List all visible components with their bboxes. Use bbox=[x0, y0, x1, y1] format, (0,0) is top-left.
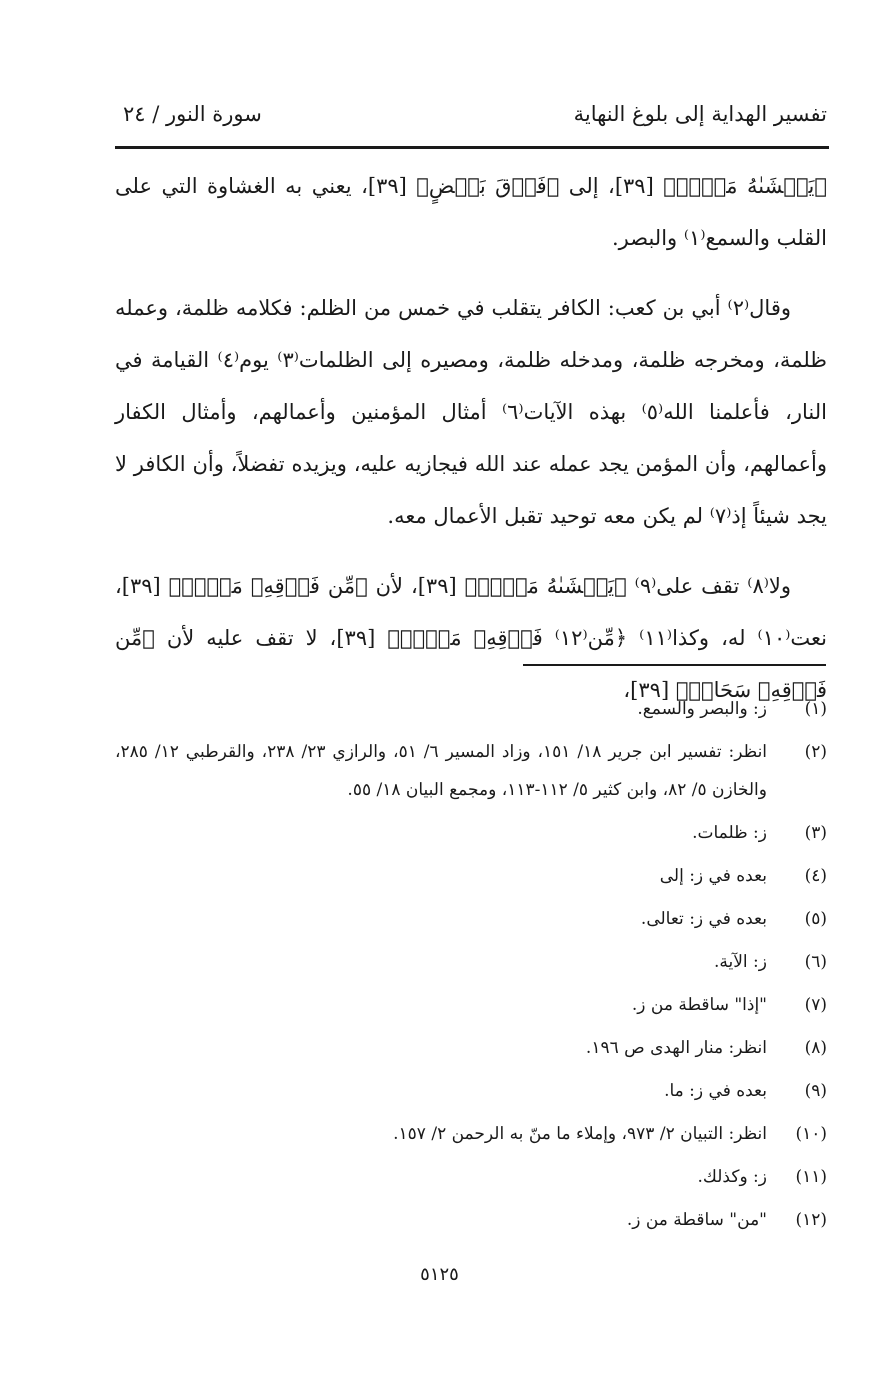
footnote-number: (٥) bbox=[804, 909, 827, 929]
footnote-number: (٧) bbox=[804, 995, 827, 1015]
footnote-text: ز: الآية. bbox=[713, 952, 767, 972]
footnote-text: بعده في ز: ما. bbox=[664, 1081, 767, 1101]
footnote-text: ز: وكذلك. bbox=[697, 1167, 767, 1187]
footnote bbox=[115, 900, 827, 938]
paragraph: ﴿يَغۡشَىٰهُ مَوۡجٞ﴾ [٣٩]، إلى ﴿فَوۡقَ بَعۡضٍ﴾ [٣٩]، يعني به الغشاوة التي على القلب والسمع⁽١⁾ والبصر. bbox=[115, 174, 827, 250]
page-number: ٥١٢٥ bbox=[420, 1264, 459, 1285]
footnote bbox=[115, 943, 827, 981]
footnote-text: انظر: منار الهدى ص ١٩٦. bbox=[585, 1038, 767, 1058]
footnote-text: بعده في ز: إلى bbox=[659, 866, 767, 886]
footnote-number: (٨) bbox=[804, 1038, 827, 1058]
paragraph: ولا⁽٨⁾ تقف على⁽٩⁾ ﴿يَغۡشَىٰهُ مَوۡجٞ﴾ [٣٩]، لأن ﴿مِّن فَوۡقِهِۦ مَوۡجٞ﴾ [٣٩]، نعت⁽١٠⁾ له، وكذا⁽١١⁾ ﴿مِّن⁽١٢⁾ فَوۡقِهِۦ مَوۡجٞ﴾ [٣٩]، لا تقف عليه لأن ﴿مِّن فَوۡقِهِۦ سَحَابٞ﴾ [٣٩]، bbox=[115, 574, 828, 702]
footnote bbox=[115, 857, 827, 895]
footnote bbox=[115, 986, 827, 1024]
footnote-number: (١١) bbox=[795, 1167, 827, 1187]
header-divider bbox=[115, 146, 829, 149]
footnote-text: ز: ظلمات. bbox=[692, 823, 767, 843]
main-text bbox=[115, 160, 827, 734]
paragraph: وقال⁽٢⁾ أبي بن كعب: الكافر يتقلب في خمس من الظلم: فكلامه ظلمة، وعمله ظلمة، ومخرجه ظلمة، ومدخله ظلمة، ومصيره إلى الظلمات⁽٣⁾ يوم⁽٤⁾ القيامة في النار، فأعلمنا الله⁽٥⁾ بهذه الآيات⁽٦⁾ أمثال المؤمنين وأعمالهم، وأمثال الكفار وأعمالهم، وأن المؤمن يجد عمله عند الله فيجازيه عليه، ويزيده تفضلاً، وأن الكافر لا يجد شيئاً إذ⁽٧⁾ لم يكن معه توحيد تقبل الأعمال معه. bbox=[115, 296, 827, 528]
footnote bbox=[115, 1072, 827, 1110]
footnotes-list bbox=[115, 690, 827, 1244]
footnote bbox=[115, 1158, 827, 1196]
footnote-number: (٢) bbox=[804, 742, 827, 762]
footnote-number: (١٠) bbox=[795, 1124, 827, 1144]
footnote bbox=[115, 733, 827, 809]
footnote bbox=[115, 814, 827, 852]
footnote bbox=[115, 1029, 827, 1067]
book-title: تفسير الهداية إلى بلوغ النهاية bbox=[573, 102, 827, 126]
footnote-number: (٣) bbox=[804, 823, 827, 843]
footnote bbox=[115, 1201, 827, 1239]
footnote-number: (٤) bbox=[804, 866, 827, 886]
running-header bbox=[115, 98, 827, 138]
surah-page-label: سورة النور / ٢٤ bbox=[123, 102, 262, 126]
footnote-text: ز: والبصر والسمع. bbox=[637, 699, 767, 719]
footnote-text: "إذا" ساقطة من ز. bbox=[631, 995, 767, 1015]
footnote bbox=[115, 690, 827, 728]
footnote-number: (١) bbox=[804, 699, 827, 719]
footnote-text: انظر: تفسير ابن جرير ١٨/ ١٥١، وزاد المسير ٦/ ٥١، والرازي ٢٣/ ٢٣٨، والقرطبي ١٢/ ٢٨٥، والخازن ٥/ ٨٢، وابن كثير ٥/ ١١٢-١١٣، ومجمع البيان ١٨/ ٥٥. bbox=[115, 742, 768, 800]
footnote-text: "من" ساقطة من ز. bbox=[626, 1210, 767, 1230]
footnote-divider bbox=[523, 664, 826, 666]
footnote-text: انظر: التبيان ٢/ ٩٧٣، وإملاء ما منّ به الرحمن ٢/ ١٥٧. bbox=[393, 1124, 767, 1144]
footnote-number: (١٢) bbox=[795, 1210, 827, 1230]
footnote-number: (٩) bbox=[804, 1081, 827, 1101]
footnote bbox=[115, 1115, 827, 1153]
footnote-number: (٦) bbox=[804, 952, 827, 972]
footnote-text: بعده في ز: تعالى. bbox=[640, 909, 767, 929]
